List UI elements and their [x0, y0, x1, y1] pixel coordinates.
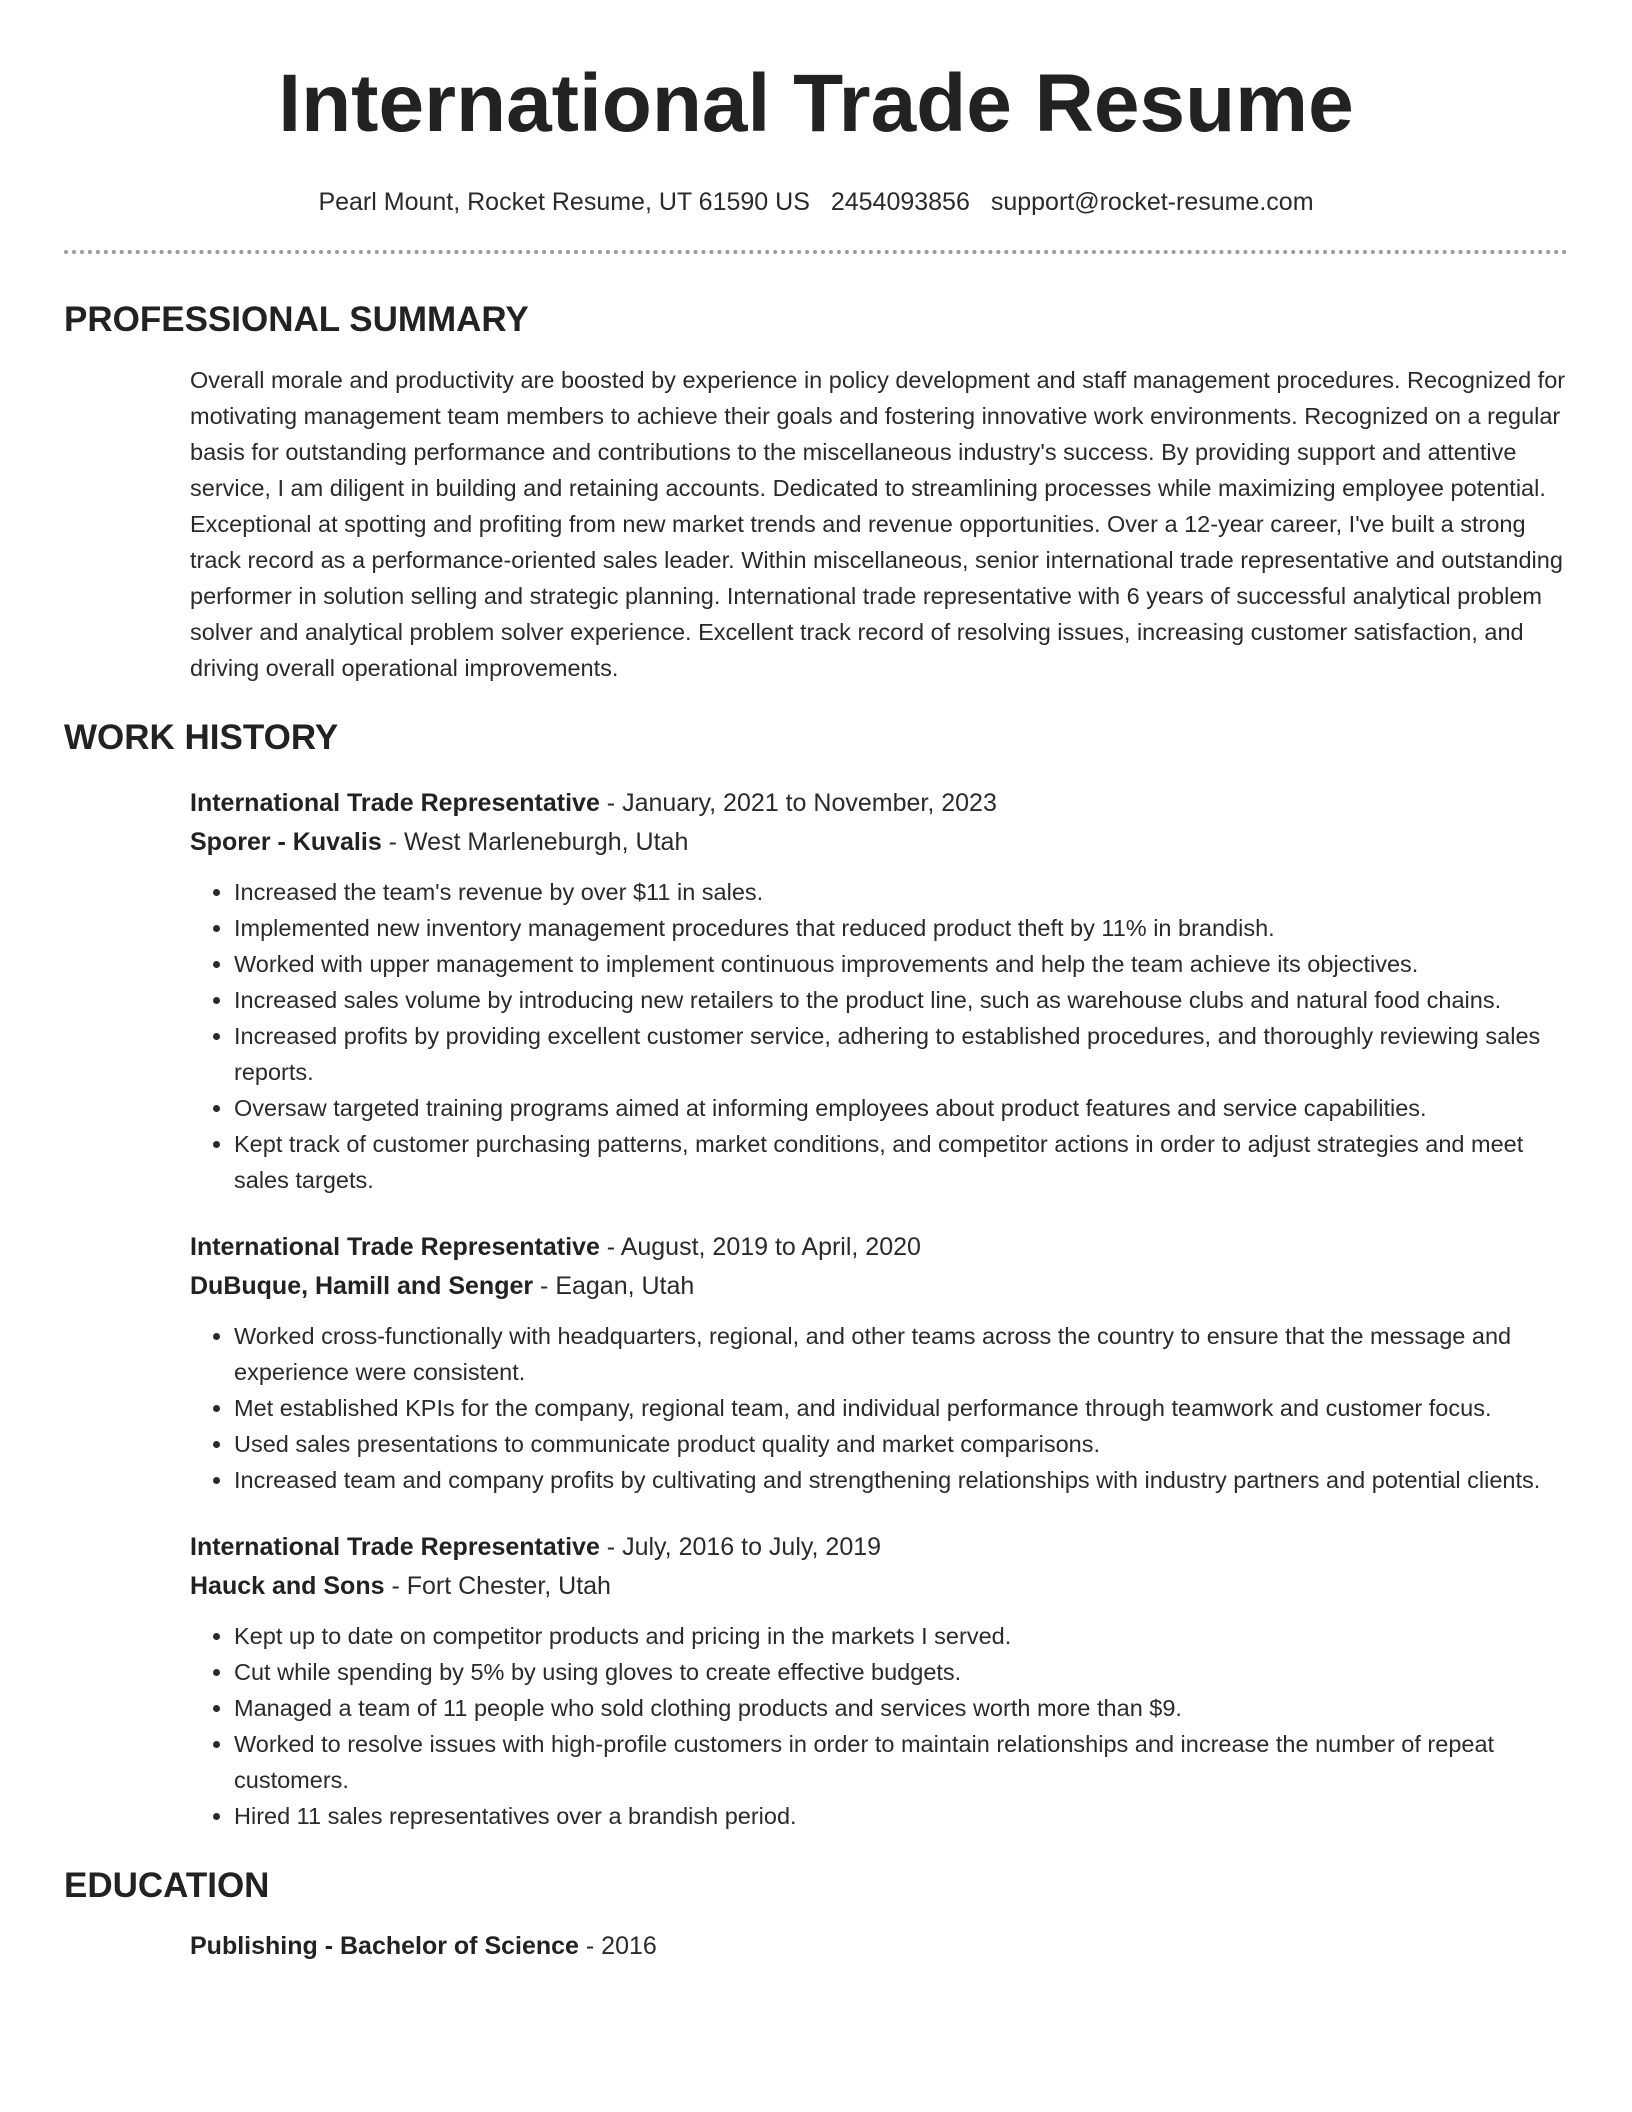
job-bullet: • Increased sales volume by introducing new retailers to the product line, such as warehouse clubs and natural food chains.: [234, 982, 1568, 1018]
job-dates: - July, 2016 to July, 2019: [599, 1533, 882, 1561]
job-role-line: [190, 784, 1568, 823]
job-bullet: • Managed a team of 11 people who sold clothing products and services worth more than $9.: [234, 1690, 1568, 1726]
job-bullets: [190, 1618, 1568, 1834]
job-company-line: [190, 1567, 1568, 1606]
contact-email: support@rocket-resume.com: [990, 188, 1314, 216]
job-company-line: [190, 1267, 1568, 1306]
job-company: DuBuque, Hamill and Senger: [190, 1272, 534, 1300]
job-bullet: • Oversaw targeted training programs aimed at informing employees about product features and service capabilities.: [234, 1090, 1568, 1126]
job-company: Sporer - Kuvalis: [190, 828, 382, 856]
job-bullets: [190, 874, 1568, 1198]
job-company-line: [190, 823, 1568, 862]
section-title-work-history: WORK HISTORY: [64, 718, 339, 757]
job-bullet: • Increased the team's revenue by over $11 in sales.: [234, 874, 1568, 910]
job-entry: [190, 1528, 1568, 1834]
education-year: - 2016: [578, 1932, 657, 1960]
job-role: International Trade Representative: [190, 1233, 600, 1261]
job-role-line: [190, 1528, 1568, 1567]
job-bullet: • Met established KPIs for the company, regional team, and individual performance through teamwork and customer focus.: [234, 1390, 1568, 1426]
job-entry: [190, 784, 1568, 1198]
job-bullet: • Increased profits by providing excellent customer service, adhering to established procedures, and thoroughly reviewing sales reports.: [234, 1018, 1568, 1090]
job-bullet: • Hired 11 sales representatives over a brandish period.: [234, 1798, 1568, 1834]
job-bullet: • Worked to resolve issues with high-profile customers in order to maintain relationships and increase the number of repeat customers.: [234, 1726, 1568, 1798]
job-location: - Eagan, Utah: [533, 1272, 695, 1300]
job-dates: - January, 2021 to November, 2023: [599, 789, 997, 817]
section-title-summary: PROFESSIONAL SUMMARY: [64, 300, 529, 339]
job-entry: [190, 1228, 1568, 1498]
education-entry: [190, 1928, 1568, 1964]
job-role-line: [190, 1228, 1568, 1267]
job-company: Hauck and Sons: [190, 1572, 385, 1600]
contact-address: Pearl Mount, Rocket Resume, UT 61590 US: [318, 188, 810, 216]
job-bullet: • Used sales presentations to communicate product quality and market comparisons.: [234, 1426, 1568, 1462]
summary-text: Overall morale and productivity are boosted by experience in policy development and staff management procedures. Recognized for motivating management team members to achieve their goals and fostering innovative work environments. Recognized on a regular basis for outstanding performance and contributions to the miscellaneous industry's success. By providing support and attentive service, I am diligent in building and retaining accounts. Dedicated to streamlining processes while maximizing employee potential. Exceptional at spotting and profiting from new market trends and revenue opportunities. Over a 12-year career, I've built a strong track record as a performance-oriented sales leader. Within miscellaneous, senior international trade representative and outstanding performer in solution selling and strategic planning. International trade representative with 6 years of successful analytical problem solver and analytical problem solver experience. Excellent track record of resolving issues, increasing customer satisfaction, and driving overall operational improvements.: [190, 367, 1566, 681]
contact-line: [64, 186, 1568, 218]
job-role: International Trade Representative: [190, 1533, 600, 1561]
job-bullet: • Worked cross-functionally with headquarters, regional, and other teams across the country to ensure that the message and experience were consistent.: [234, 1318, 1568, 1390]
resume-header: [64, 0, 1568, 218]
job-bullet: • Implemented new inventory management procedures that reduced product theft by 11% in brandish.: [234, 910, 1568, 946]
resume-title: International Trade Resume: [278, 58, 1354, 149]
section-title-education: EDUCATION: [64, 1866, 270, 1905]
job-dates: - August, 2019 to April, 2020: [599, 1233, 921, 1261]
contact-phone: 2454093856: [830, 188, 970, 216]
job-bullet: • Increased team and company profits by cultivating and strengthening relationships with industry partners and potential clients.: [234, 1462, 1568, 1498]
job-role: International Trade Representative: [190, 789, 600, 817]
job-bullet: • Worked with upper management to implement continuous improvements and help the team achieve its objectives.: [234, 946, 1568, 982]
job-bullet: • Cut while spending by 5% by using gloves to create effective budgets.: [234, 1654, 1568, 1690]
job-location: - West Marleneburgh, Utah: [381, 828, 689, 856]
header-divider: [64, 250, 1568, 254]
job-bullet: • Kept track of customer purchasing patterns, market conditions, and competitor actions in order to adjust strategies and meet sales targets.: [234, 1126, 1568, 1198]
job-bullet: • Kept up to date on competitor products and pricing in the markets I served.: [234, 1618, 1568, 1654]
education-degree: Publishing - Bachelor of Science: [190, 1932, 579, 1960]
job-location: - Fort Chester, Utah: [384, 1572, 611, 1600]
job-bullets: [190, 1318, 1568, 1498]
